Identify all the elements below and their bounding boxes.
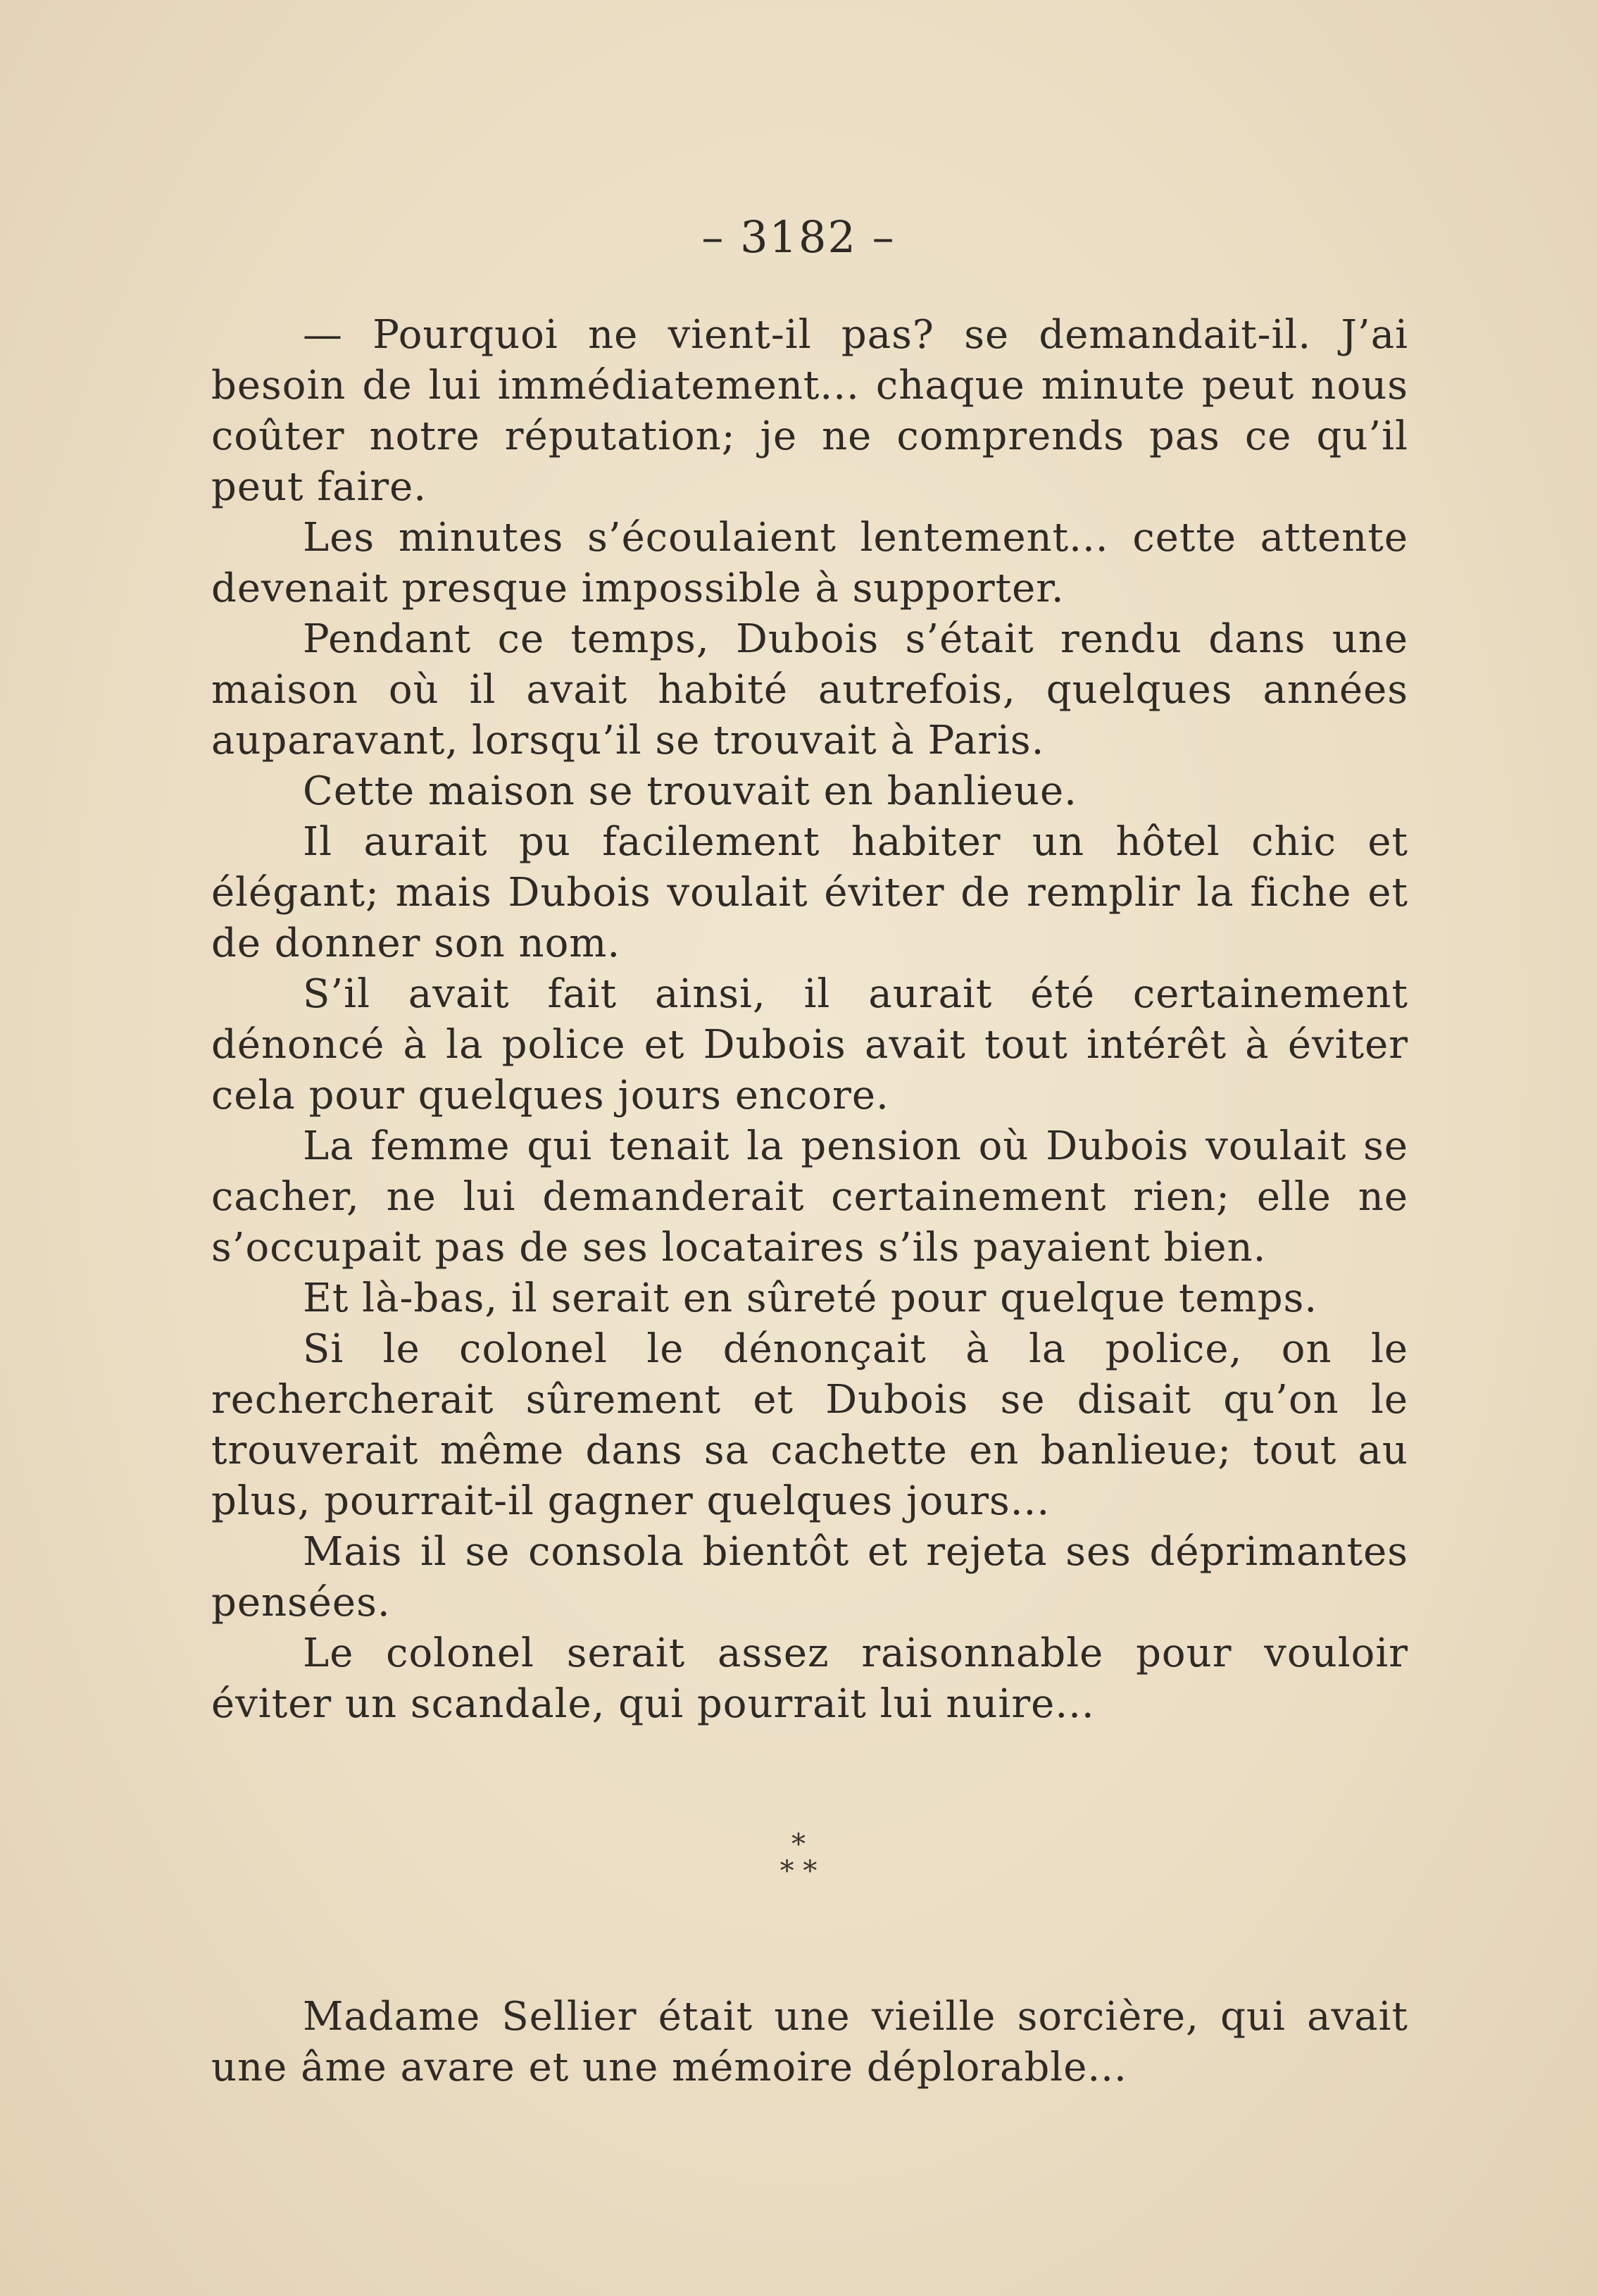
closing-text [211, 1992, 1408, 2093]
paragraph: Le colonel serait assez raisonnable pour vouloir éviter un scandale, qui pourrait lui nuire... [211, 1630, 1408, 1727]
page-number: – 3182 – [701, 211, 896, 263]
paragraph: Mais il se consola bientôt et rejeta ses déprimantes pensées. [211, 1529, 1408, 1626]
paragraph: Si le colonel le dénonçait à la police, on le rechercherait sûrement et Dubois se disait qu’on le trouverait même dans sa cachette en banlieue; tout au plus, pourrait-il gagner quelques jours... [211, 1326, 1408, 1524]
separator-asterisk-top: * [791, 1828, 806, 1861]
paragraph: — Pourquoi ne vient-il pas? se demandait-il. J’ai besoin de lui immédiatement... chaque minute peut nous coûter notre réputation; je ne comprends pas ce qu’il peut faire. [211, 312, 1408, 510]
paragraph: Et là-bas, il serait en sûreté pour quelque temps. [303, 1275, 1318, 1321]
paragraph: Cette maison se trouvait en banlieue. [303, 768, 1077, 814]
paragraph: Il aurait pu facilement habiter un hôtel chic et élégant; mais Dubois voulait éviter de remplir la fiche et de donner son nom. [211, 819, 1408, 966]
main-text [211, 310, 1408, 1730]
paragraph: Madame Sellier était une vieille sorcière, qui avait une âme avare et une mémoire déplorable... [211, 1994, 1408, 2090]
separator-asterisks-bottom: * * [779, 1855, 818, 1888]
paragraph: S’il avait fait ainsi, il aurait été certainement dénoncé à la police et Dubois avait tout intérêt à éviter cela pour quelques jours encore. [211, 971, 1408, 1118]
section-separator [0, 1828, 1597, 1888]
paragraph: Les minutes s’écoulaient lentement... cette attente devenait presque impossible à supporter. [211, 515, 1408, 611]
paragraph: Pendant ce temps, Dubois s’était rendu dans une maison où il avait habité autrefois, quelques années auparavant, lorsqu’il se trouvait à Paris. [211, 616, 1408, 763]
paragraph: La femme qui tenait la pension où Dubois voulait se cacher, ne lui demanderait certainement rien; elle ne s’occupait pas de ses locataires s’ils payaient bien. [211, 1123, 1408, 1271]
